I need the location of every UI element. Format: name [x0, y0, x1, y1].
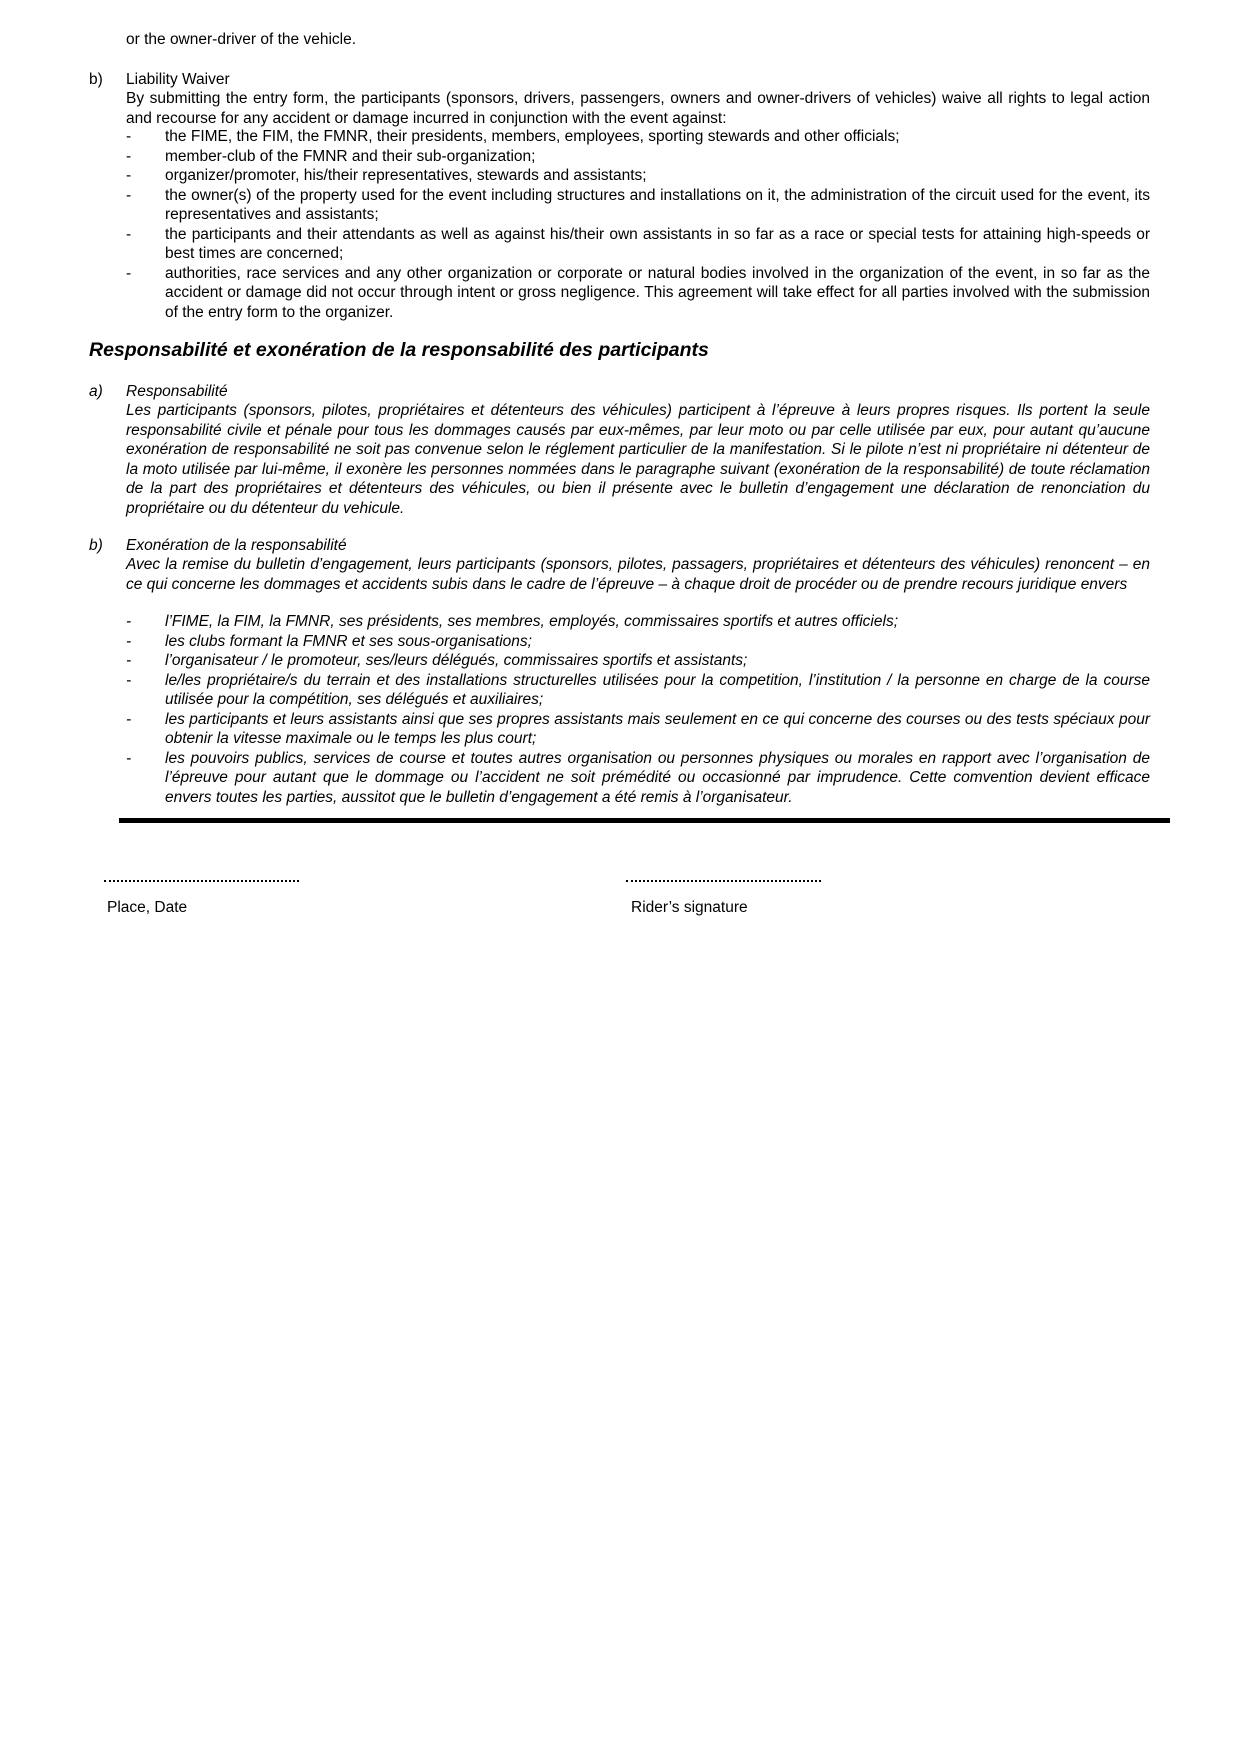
en-waiver-marker: b) [89, 71, 103, 88]
en-waiver-intro: By submitting the entry form, the participants (sponsors, drivers, passengers, owners and owner-drivers of vehicles) waive all rights to legal action and recourse for any accident or damage incurred in conjunction with the event against: [126, 90, 1150, 127]
list-item: - the FIME, the FIM, the FMNR, their presidents, members, employees, sporting stewards and other officials; [126, 128, 900, 145]
list-dash: - [126, 710, 132, 728]
list-dash: - [126, 128, 132, 145]
fr-b-title: Exonération de la responsabilité [126, 537, 347, 554]
fr-b-list [126, 612, 1150, 807]
list-dash: - [126, 632, 132, 650]
list-item: - l’organisateur / le promoteur, ses/leurs délégués, commissaires sportifs et assistants; [126, 652, 748, 669]
list-item: - les pouvoirs publics, services de course et toutes autres organisation ou personnes physiques ou morales en rapport avec l’organisation de l’épreuve pour autant que le dommage ou l’accident ne soit prémédité ou occasionné par imprudence. Cette comvention devient efficace envers toutes les parties, aussitot que le bulletin d’engagement a été remis à l’organisateur. [126, 749, 1150, 806]
list-dash: - [126, 167, 132, 184]
list-dash: - [126, 671, 132, 689]
section-divider [119, 818, 1170, 823]
list-item: - the owner(s) of the property used for the event including structures and installations on it, the administration of the circuit used for the event, its representatives and assistants; [126, 186, 1150, 223]
rider-signature-line[interactable] [626, 880, 821, 882]
fr-section-heading: Responsabilité et exonération de la responsabilité des participants [89, 339, 709, 361]
fr-a-marker: a) [89, 383, 103, 400]
list-dash: - [126, 749, 132, 767]
list-item: - les clubs formant la FMNR et ses sous-organisations; [126, 632, 532, 650]
list-dash: - [126, 613, 132, 630]
list-dash: - [126, 652, 132, 669]
list-dash: - [126, 147, 132, 165]
en-waiver-list [126, 127, 1150, 322]
place-date-line[interactable] [104, 880, 299, 882]
list-dash: - [126, 264, 132, 282]
list-item: - member-club of the FMNR and their sub-organization; [126, 147, 536, 165]
list-dash: - [126, 225, 132, 243]
place-date-label: Place, Date [107, 899, 188, 916]
list-item: - authorities, race services and any other organization or corporate or natural bodies involved in the organization of the event, in so far as the accident or damage did not occur through intent or gross negligence. This agreement will take effect for all parties involved with the submission of the entry form to the organizer. [126, 264, 1150, 321]
list-item: - l’FIME, la FIM, la FMNR, ses présidents, ses membres, employés, commissaires sportifs et autres officiels; [126, 613, 898, 630]
fr-b-marker: b) [89, 537, 103, 554]
continuation-text: or the owner-driver of the vehicle. [126, 31, 357, 48]
fr-a-body: Les participants (sponsors, pilotes, propriétaires et détenteurs des véhicules) participent à l’épreuve à leurs propres risques. Ils portent la seule responsabilité civile et pénale pour tous les dommages causés par eux-mêmes, par leur moto ou par celle utilisée par eux, pour autant qu’aucune exonération de responsabilité ne soit pas convenue selon le réglement particulier de la manifestation. Si le pilote n’est ni propriétaire ni détenteur de la moto utilisée par lui-même, il exonère les personnes nommées dans le paragraphe suivant (exonération de la responsabilité) de toute réclamation de la part des propriétaires et détenteurs des véhicules, ou bien il présente avec le bulletin d’engagement une déclaration de renonciation du propriétaire ou du détenteur du vehicule. [126, 402, 1150, 517]
en-waiver-title: Liability Waiver [126, 71, 230, 88]
fr-a-title: Responsabilité [126, 383, 228, 400]
list-dash: - [126, 186, 132, 204]
list-item: - the participants and their attendants as well as against his/their own assistants in so far as a race or special tests for attaining high-speeds or best times are concerned; [126, 225, 1150, 262]
fr-b-intro: Avec la remise du bulletin d’engagement, leurs participants (sponsors, pilotes, passagers, propriétaires et détenteurs des véhicules) renoncent – en ce qui concerne les dommages et accidents subis dans le cadre de l’épreuve – à chaque droit de procéder ou de prendre recours juridique envers [126, 556, 1150, 593]
list-item: - les participants et leurs assistants ainsi que ses propres assistants mais seulement en ce qui concerne des courses ou des tests spéciaux pour obtenir la vitesse maximale ou le temps les plus court; [126, 710, 1150, 747]
list-item: - le/les propriétaire/s du terrain et des installations structurelles utilisées pour la competition, l’institution / la personne en charge de la course utilisée pour la compétition, ses délégués et auxiliaires; [126, 671, 1150, 708]
rider-signature-label: Rider’s signature [631, 899, 748, 916]
list-item: - organizer/promoter, his/their representatives, stewards and assistants; [126, 167, 647, 184]
